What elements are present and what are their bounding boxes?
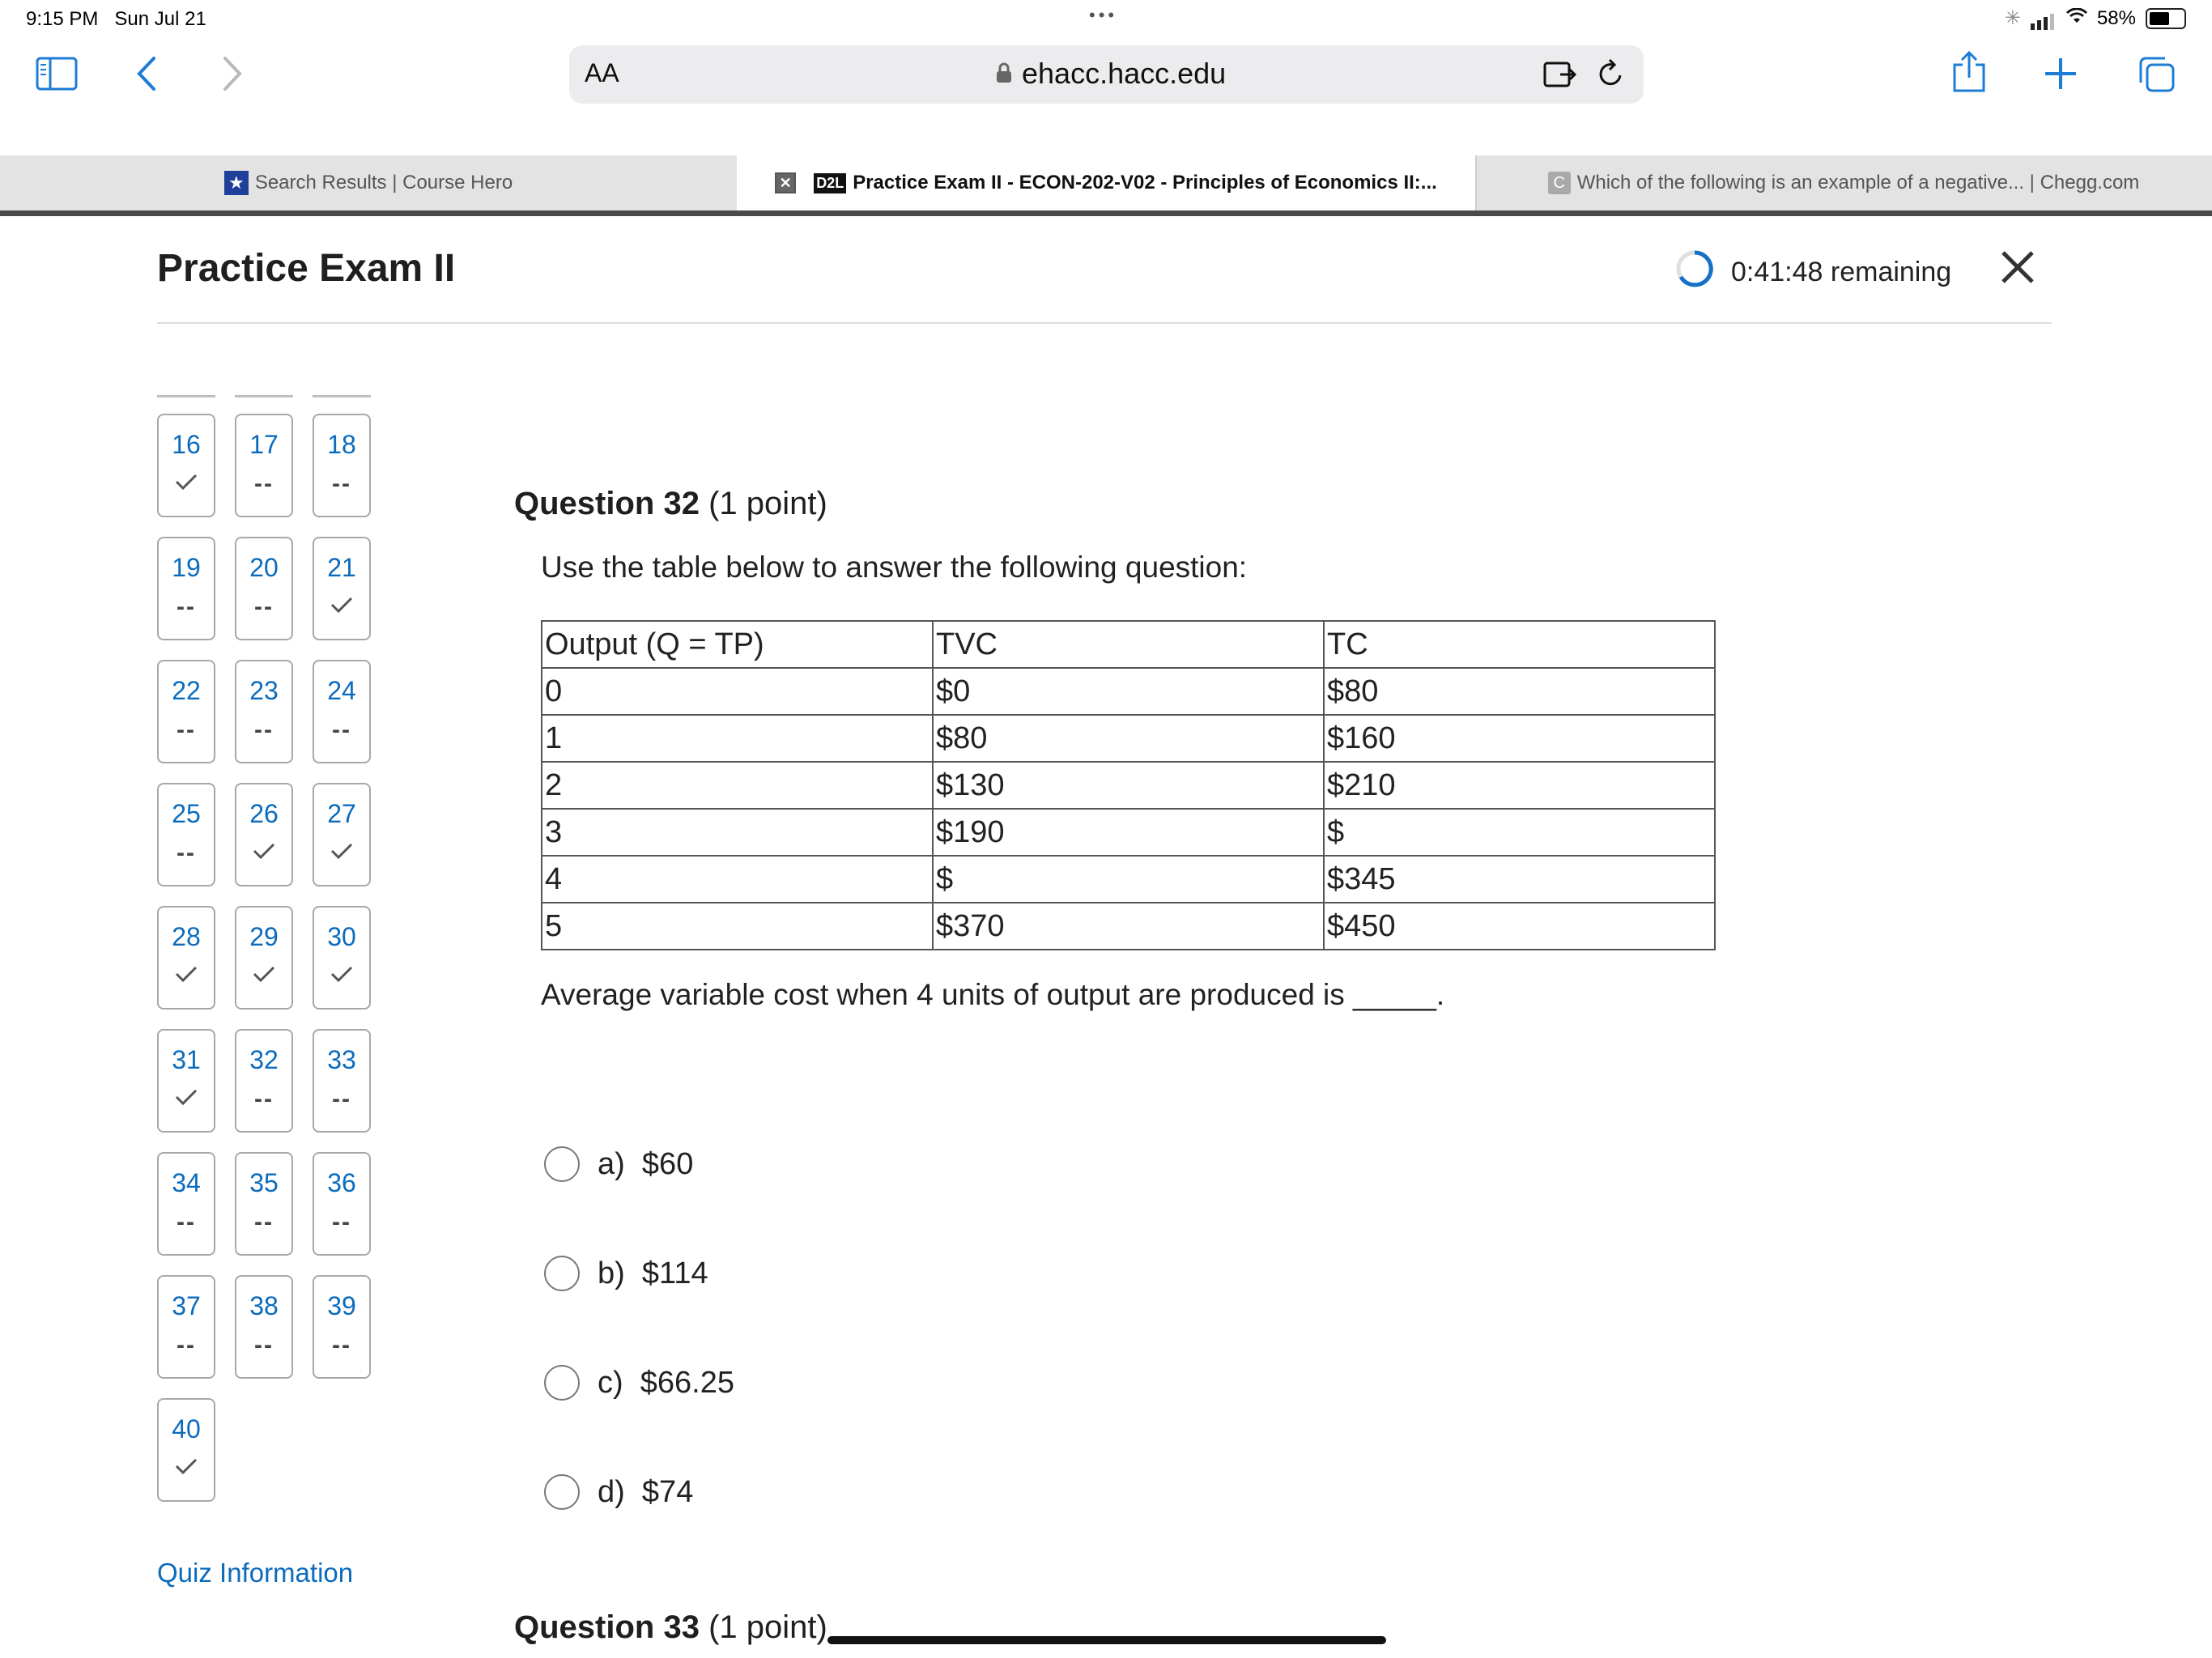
- table-header-cell: TC: [1324, 621, 1715, 668]
- unanswered-status: --: [177, 1332, 196, 1358]
- signal-icon: [2031, 7, 2057, 30]
- tab-course-hero[interactable]: [0, 155, 737, 210]
- battery-icon: [2146, 8, 2186, 29]
- table-cell: 4: [542, 856, 933, 903]
- unanswered-status: --: [254, 716, 274, 743]
- grid-divider: [313, 395, 371, 397]
- chegg-icon: C: [1548, 172, 1571, 194]
- question-number: 28: [172, 922, 201, 951]
- table-cell: 3: [542, 809, 933, 856]
- table-row: [542, 668, 1715, 715]
- question-nav-28[interactable]: [157, 906, 215, 1010]
- unanswered-status: --: [332, 470, 351, 497]
- sidebar-toggle-icon[interactable]: [36, 57, 78, 95]
- question-number: 38: [249, 1291, 279, 1320]
- option-text: $114: [641, 1256, 708, 1290]
- question-intro: Use the table below to answer the following question:: [541, 551, 1248, 584]
- clock-date: Sun Jul 21: [114, 8, 206, 30]
- question-number: 27: [327, 799, 356, 828]
- answered-check-icon: [159, 960, 214, 993]
- unanswered-status: --: [177, 840, 196, 866]
- question-nav-31[interactable]: [157, 1029, 215, 1133]
- table-cell: $345: [1324, 856, 1715, 903]
- question-number: 40: [172, 1414, 201, 1443]
- question-nav-23[interactable]: [235, 660, 293, 763]
- table-cell: $: [1324, 809, 1715, 856]
- reader-options-button[interactable]: AA: [585, 58, 619, 87]
- question-number: 39: [327, 1291, 356, 1320]
- question-nav-35[interactable]: [235, 1152, 293, 1256]
- table-row: [542, 715, 1715, 762]
- table-cell: $0: [933, 668, 1324, 715]
- table-cell: $370: [933, 903, 1324, 950]
- d2l-icon: D2L: [814, 173, 846, 193]
- home-indicator[interactable]: [827, 1636, 1386, 1644]
- tab-label: Search Results | Course Hero: [254, 172, 513, 193]
- question-number: 36: [327, 1168, 356, 1197]
- question-nav-22[interactable]: [157, 660, 215, 763]
- question-number: 20: [249, 553, 279, 582]
- cost-table: [541, 620, 1716, 950]
- answered-check-icon: [236, 837, 291, 869]
- question-number: 32: [249, 1045, 279, 1074]
- url-text: ehacc.hacc.edu: [1022, 57, 1227, 90]
- course-hero-star-icon: ★: [224, 171, 249, 195]
- question-number: 26: [249, 799, 279, 828]
- url-display[interactable]: [996, 57, 1226, 91]
- question-nav-16[interactable]: [157, 414, 215, 517]
- table-cell: 5: [542, 903, 933, 950]
- question-nav-32[interactable]: [235, 1029, 293, 1133]
- unanswered-status: --: [177, 716, 196, 743]
- question-number: 19: [172, 553, 201, 582]
- unanswered-status: --: [177, 1209, 196, 1235]
- table-cell: $80: [1324, 668, 1715, 715]
- status-time: [26, 8, 206, 31]
- radio-button[interactable]: [544, 1146, 580, 1182]
- table-header-cell: Output (Q = TP): [542, 621, 933, 668]
- forward-arrow-icon[interactable]: [222, 55, 243, 96]
- answer-option-c[interactable]: [544, 1365, 734, 1401]
- question-nav-18[interactable]: [313, 414, 371, 517]
- question-nav-38[interactable]: [235, 1275, 293, 1379]
- table-cell: 2: [542, 762, 933, 809]
- question-nav-24[interactable]: [313, 660, 371, 763]
- question-number: 29: [249, 922, 279, 951]
- table-cell: 1: [542, 715, 933, 762]
- table-cell: 0: [542, 668, 933, 715]
- question-number: 23: [249, 676, 279, 705]
- status-indicators: [2005, 6, 2186, 30]
- table-row: [542, 809, 1715, 856]
- question-nav-19[interactable]: [157, 537, 215, 640]
- close-tab-icon[interactable]: ✕: [775, 172, 796, 193]
- header-divider: [157, 322, 2052, 324]
- table-row: [542, 762, 1715, 809]
- unanswered-status: --: [332, 1209, 351, 1235]
- question-32-heading: [514, 486, 827, 522]
- table-header-row: [542, 621, 1715, 668]
- question-nav-25[interactable]: [157, 783, 215, 886]
- quiz-timer: [1674, 249, 1951, 296]
- close-icon[interactable]: [2000, 249, 2035, 289]
- tab-strip: [0, 155, 2212, 216]
- question-number: 18: [327, 430, 356, 459]
- question-nav-40[interactable]: [157, 1398, 215, 1502]
- answered-check-icon: [159, 1083, 214, 1116]
- table-cell: $130: [933, 762, 1324, 809]
- question-nav-17[interactable]: [235, 414, 293, 517]
- question-number: 21: [327, 553, 356, 582]
- question-nav-26[interactable]: [235, 783, 293, 886]
- table-cell: $160: [1324, 715, 1715, 762]
- sync-icon: ✳: [2004, 7, 2021, 29]
- lock-icon: [996, 57, 1012, 91]
- wifi-icon: [2066, 7, 2087, 30]
- grid-divider: [157, 395, 215, 397]
- question-nav-37[interactable]: [157, 1275, 215, 1379]
- question-points: (1 point): [708, 1609, 827, 1645]
- question-nav-36[interactable]: [313, 1152, 371, 1256]
- quiz-information-link[interactable]: Quiz Information: [157, 1558, 354, 1588]
- question-number: 30: [327, 922, 356, 951]
- question-number: 16: [172, 430, 201, 459]
- question-number: 31: [172, 1045, 201, 1074]
- new-tab-icon[interactable]: [2044, 57, 2078, 95]
- question-nav-20[interactable]: [235, 537, 293, 640]
- tab-label: Practice Exam II - ECON-202-V02 - Principles of Economics II:...: [853, 172, 1437, 193]
- answer-option-a[interactable]: [544, 1146, 693, 1182]
- tab-chegg[interactable]: [1475, 155, 2212, 210]
- unanswered-status: --: [177, 593, 196, 620]
- question-number: 33: [327, 1045, 356, 1074]
- unanswered-status: --: [254, 593, 274, 620]
- unanswered-status: --: [332, 1332, 351, 1358]
- table-cell: $190: [933, 809, 1324, 856]
- extension-icon[interactable]: [1542, 58, 1576, 93]
- question-number: 17: [249, 430, 279, 459]
- answered-check-icon: [236, 960, 291, 993]
- question-label: Question 32: [514, 486, 700, 521]
- option-letter: b): [598, 1256, 625, 1290]
- unanswered-status: --: [332, 716, 351, 743]
- answered-check-icon: [314, 960, 369, 993]
- radio-button[interactable]: [544, 1256, 580, 1291]
- multitasking-dots-icon[interactable]: •••: [1089, 5, 1118, 25]
- status-bar: [0, 0, 2212, 39]
- answered-check-icon: [314, 837, 369, 869]
- option-letter: c): [598, 1365, 623, 1400]
- answered-check-icon: [159, 468, 214, 500]
- option-text: $60: [641, 1146, 694, 1181]
- question-points: (1 point): [708, 486, 827, 521]
- table-cell: $210: [1324, 762, 1715, 809]
- question-33-heading: [514, 1609, 827, 1646]
- battery-percent: 58%: [2096, 6, 2136, 29]
- question-number: 37: [172, 1291, 201, 1320]
- question-nav-21[interactable]: [313, 537, 371, 640]
- table-row: [542, 903, 1715, 950]
- unanswered-status: --: [332, 1086, 351, 1112]
- question-nav-34[interactable]: [157, 1152, 215, 1256]
- grid-divider: [235, 395, 293, 397]
- question-number: 24: [327, 676, 356, 705]
- answer-option-b[interactable]: [544, 1256, 708, 1291]
- question-number: 35: [249, 1168, 279, 1197]
- question-prompt: Average variable cost when 4 units of output are produced is _____.: [541, 978, 1445, 1011]
- question-number: 22: [172, 676, 201, 705]
- table-cell: $450: [1324, 903, 1715, 950]
- unanswered-status: --: [254, 1209, 274, 1235]
- answer-option-d[interactable]: [544, 1474, 693, 1510]
- table-header-cell: TVC: [933, 621, 1324, 668]
- unanswered-status: --: [254, 470, 274, 497]
- option-letter: a): [598, 1146, 625, 1181]
- answered-check-icon: [159, 1452, 214, 1485]
- share-icon[interactable]: [1951, 50, 1987, 98]
- option-text: $74: [641, 1474, 694, 1509]
- table-cell: $80: [933, 715, 1324, 762]
- question-nav-27[interactable]: [313, 783, 371, 886]
- timer-progress-icon: [1674, 249, 1715, 296]
- tab-practice-exam[interactable]: [737, 155, 1475, 210]
- radio-button[interactable]: [544, 1474, 580, 1510]
- option-text: $66.25: [640, 1365, 735, 1400]
- question-label: Question 33: [514, 1609, 700, 1645]
- tab-label: Which of the following is an example of a negative... | Chegg.com: [1576, 172, 2140, 193]
- tab-overview-icon[interactable]: [2138, 55, 2176, 98]
- question-nav-39[interactable]: [313, 1275, 371, 1379]
- question-number: 25: [172, 799, 201, 828]
- table-cell: $: [933, 856, 1324, 903]
- question-nav-30[interactable]: [313, 906, 371, 1010]
- radio-button[interactable]: [544, 1365, 580, 1401]
- question-nav-33[interactable]: [313, 1029, 371, 1133]
- unanswered-status: --: [254, 1332, 274, 1358]
- clock-time: 9:15 PM: [26, 8, 99, 30]
- table-row: [542, 856, 1715, 903]
- question-number: 34: [172, 1168, 201, 1197]
- back-arrow-icon[interactable]: [136, 55, 157, 96]
- reload-icon[interactable]: [1597, 58, 1626, 93]
- unanswered-status: --: [254, 1086, 274, 1112]
- timer-text: 0:41:48 remaining: [1731, 257, 1952, 287]
- page-title: Practice Exam II: [157, 247, 456, 290]
- option-letter: d): [598, 1474, 625, 1509]
- answered-check-icon: [314, 591, 369, 623]
- question-nav-29[interactable]: [235, 906, 293, 1010]
